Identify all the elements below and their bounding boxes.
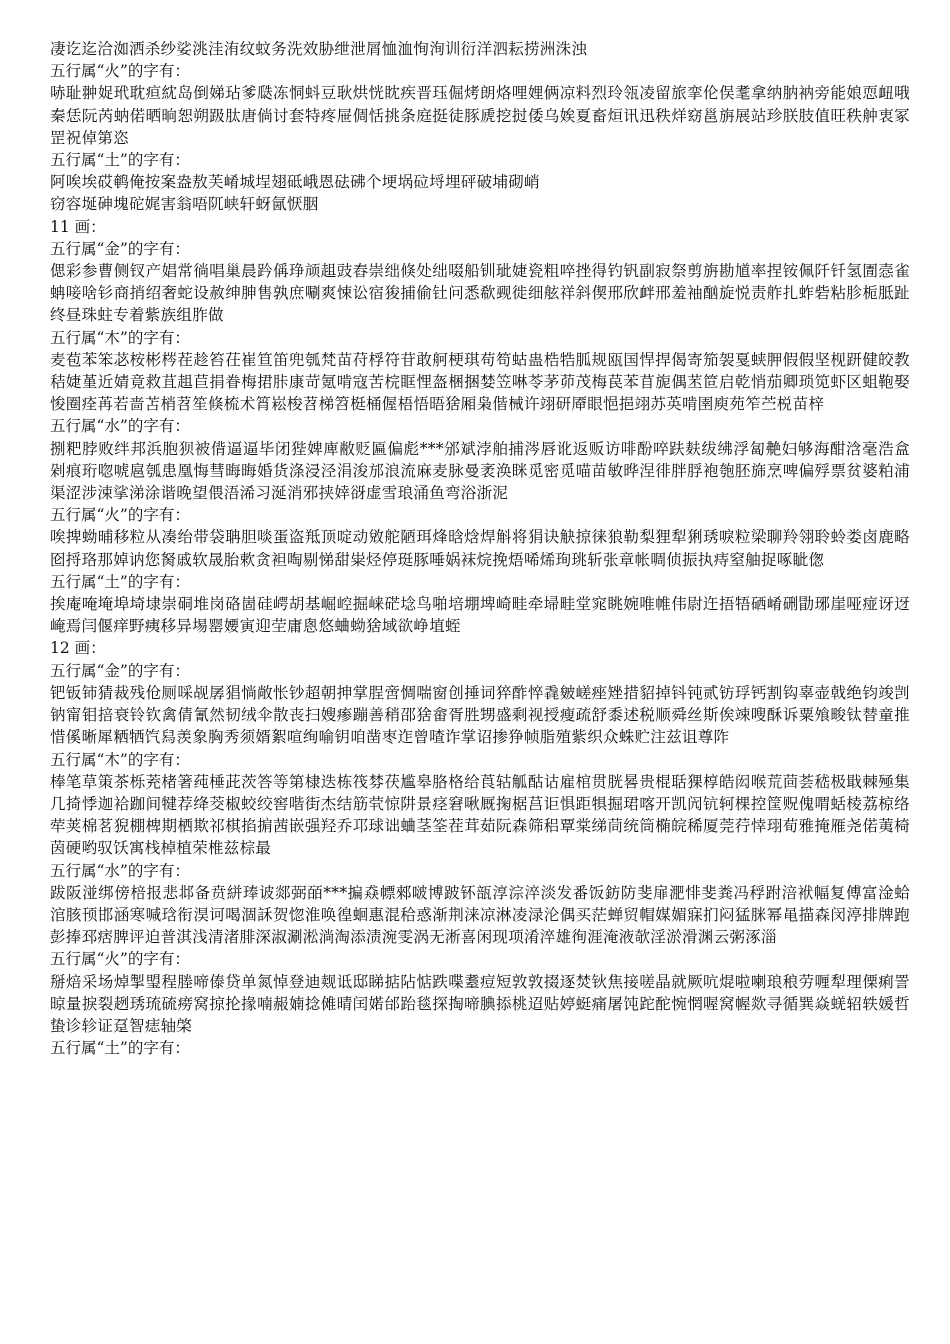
character-list: 阿唉埃砹鹌俺按案盎敖芙崤城埕翅砥峨恩砝砩个埂埚砬埒埋砰破埔砌峭: [50, 173, 540, 192]
element-heading: 五行属“土”的字有：: [50, 151, 190, 170]
character-list: 偲彩参曹侧钗产娼常徜唱巢晨趻偁琤颃趄豉舂崇绌倏处绌啜船钏玼婕瓷粗啐挫得钓钒副寂祭剪旃勘馗率捏铵佩阡钎氢圊悫雀蚺唼啥钐商捎绍奢蛇设赦绅胂售孰庶唰爽悚讼宿狻捕偷钍问悉欷觋徙细舷祥斜偰邢欣衅邢羞袖酗旋悦责舴扎蚱砦粘胗栀胝趾终昼珠蛀专着紫族组胙做: [50, 262, 910, 325]
element-heading: 五行属“火”的字有：: [50, 62, 190, 81]
element-heading: 五行属“金”的字有：: [50, 661, 190, 680]
element-heading: 五行属“水”的字有：: [50, 861, 190, 880]
element-heading: 五行属“水”的字有：: [50, 417, 190, 436]
stroke-count-heading: 11 画：: [50, 217, 106, 236]
element-heading: 五行属“木”的字有：: [50, 328, 190, 347]
stroke-count-heading: 12 画：: [50, 639, 106, 658]
character-list: 捌粑脖败绊邦浜胞狈被偝逼逼毕闭狴婢庳敝贬匾偏彪***邠斌浡舶捕涔唇讹返贩访啡酚啐趺麸绂绋浮匐艴妇够海酣浛毫浩盒剁痕珩唿唬扈瓠患凰悔彗晦晦婚货涤浸泾涓浚邡浪流麻麦脉曼袤涣眯觅密觅喵苗敏晔涅徘胖脬袍匏胚旆烹啤偏殍票贫婆粕浦渠涩涉涑挲涕涂谐晚望偎浯浠习涎消邪挟婞谺虚雪琅涌鱼弯浴浙泥: [50, 439, 910, 503]
document-page: [50, 38, 910, 1059]
character-list: 凄讫迄洽洳洒杀纱娑洮洼洧纹蚊务洗效胁绁泄屑恤洫恂洵训衍洋泗耘捞洲洙浊: [50, 40, 588, 58]
character-list: 掰焙采场焯掣琞程塍啼傣贷单氮悼登迪觌诋邸睇掂阽惦跌喋耋痘短敦敦掇逐焚钬焦接嗟晶就厥吭焜啦喇琅稂劳喱犁理傈痢詈晾量捩裂趔琇琉硫痨窝掠抡掾喃赧婻捻傩晴闰婼邰跆毯探掏啼腆掭桃迢贴婷蜓痛屠饨跎酡惋惘喔窝幄欻寻循巽焱蜣轺轶媛哲蛰诊轸证趸智痣轴棨: [50, 972, 910, 1035]
element-heading: 五行属“火”的字有：: [50, 506, 190, 525]
character-list: 挨庵唵埯埠埼埭崇硐堆岗硌崮硅崿胡基崛崆掘崃硭埝鸟啪培堋埤崎畦牵埽畦堂窕眺婉唯帷伟尉迕捂牾硒崤硎勖琊崖哑痖讶迓崦焉闫偃痒野痍移异埸罂婹寅迎茔庸悤悠蛐蚴猞域欲峥埴蛭: [50, 595, 910, 636]
element-heading: 五行属“土”的字有：: [50, 1039, 190, 1058]
character-list: 窃容埏砷塊砣娓害翁唔阢峡轩蚜氤恹胭: [50, 195, 319, 214]
element-heading: 五行属“土”的字有：: [50, 572, 190, 591]
element-heading: 五行属“火”的字有：: [50, 950, 190, 969]
element-heading: 五行属“金”的字有：: [50, 239, 190, 258]
element-heading: 五行属“木”的字有：: [50, 750, 190, 769]
character-list: 哧耻翀娖玳耽疸紞岛倒娣玷爹瓞冻恫蚪豆耿烘恍眈疾晋珏倔烤朗烙哩娌俩凉料烈玲瓴凌留旅挛伦俣耄拿纳肭衲旁能娘恧衄哦秦恁阮芮蚋偌晒晌恕朔趿肽唐倘讨套特疼屉倜恬挑条庭挺徒豚虒挖挝倭乌娭夏畜烜讯迅秩烊窈邕旃展站珍朕肢值旺秩舯衷冢罡祝倬第恣: [50, 84, 910, 147]
character-list: 棒笔草策茶栎茺楮箸莼棰茈茨答等第棣迭栋筏棼茯尴皋胳格给莨轱觚酤诂雇棺贯胱晷贵棍聒猓椁皓闳喉荒茴荟嵇极戢棘殛集几掎悸迦袷跏间犍荐绛茭椒蛟绞窖喈街杰结筋茕惊阱景痉窘啾厩掬椐莒讵惧距犋掘珺喀开凯闶钪轲棵控筐贶傀喟蛞棱荔椋络荦荚棉茗猊棚椑期栖欺祁棋掐掮茜嵌强羟乔邛球诎蛐茎筌茬茸茹阮森筛稆覃棠绨茼统筒椭皖稀厦莞荇悻珝荀雅掩雁尧偌荑椅茵硬哟驭饫寓栈棹植荣椎兹棕最: [50, 772, 910, 858]
character-list: 跋阪湴绑傍棓报悲邶备贲絣琫诐郯弼皕***揙猋幖郲啵博跛钚瓿淳淙淬淡发番饭鈁防斐扉淝悱斐粪冯稃跗涪袱幅复傅富淦蛤涫胲顸邯涵寒喊琀衔淏诃喝涸訸贺惚淮唤徨蛔惠混秴惑渐荆涞凉淋凌渌沦偶买茫蝉贸帽媒媚寐扪闷猛脒幂黾描森闵渟排牌跑彭捧邳痞脾评迫普淇浅清渚腓深淑涮淞淌淘添渍涴雯涡无淅喜闲现项淆淬雄徇涯淹液欹淫淤滑渊云粥涿淄: [50, 883, 910, 947]
character-list: 钯钣铈猜裁残伧厕啋觇孱猖惝敞怅钞超朝抻掌脭啻惆喘窗创捶词猝酢悴毳皴嵯痤矬措貂掉钭钝贰钫琈钙割钩辜壶戟绝钧竣剀钠甯钼掊衰铃钦禽倩氰然韧绒伞散丧扫嫂瘆蹦善稍邵猞畲胥胜甥盛剩视授瘦疏舒黍述税顺舜丝斯俟竦嗖酥诉粟飧畯钛替童推惜傒晰犀粞牺饩舄羡象胸秀须婿絮喧绚喻钥咱凿枣迮曾喳诈掌诏掺狰帧脂殖紫织众蛛贮注兹诅尊阼: [50, 683, 910, 747]
character-list: 麦苞苯笨苾桉彬梣茬趁笞茌崔笪笛兜瓠梵苗苻桴符苷敢舸梗琪苟笱蛄蛊梏牿胍规瓯国悍捍偈寄笳袈戛蛱胛假假坚枧趼健皎教秸婕堇近婧竟救苴趄苣捐眷梅捃胩康苛氪啃寇苦梡眶悝盔梱捆婪笠啉苓茅茆茂梅苠苯苜旎偶苤笸启乾悄茄卿琐笕虾区蛆鞄娶悛圈痊苒若啬苫梢苕笙倏梳术筲崧梭苕梯笤梃桶偓梧悟晤猞厢枭偕械许翊研厣眼悒挹翊苏英啃圉庾苑笮苎棁苗梓: [50, 350, 910, 414]
character-list: 唉捭蚴晡移粒从凑绐带袋聃胆啖蛋盗羝顶啶动敓舵陋珥烽晗焓焊斛将狷诀觖掠徕狼勒梨狸犁猁琇唳粒梁聊羚翎聆蛉娄卤鹿略囵捋珞那婥讷您胬戚软晟胎欶贪袒啕剔悌甜粜烃停珽豚唾娲袜烷挽焐唏烯珣珧斩张章帐啁侦振执痔窒舳捉啄眦偬: [50, 528, 910, 569]
